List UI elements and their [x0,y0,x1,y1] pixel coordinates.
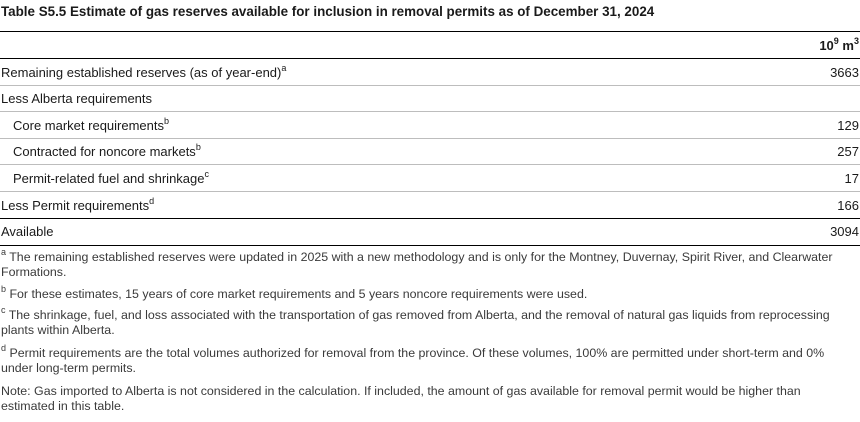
footnote-ref: d [149,196,155,206]
footnote-marker: d [1,343,7,353]
footnote-ref: a [281,63,287,73]
table-row [0,86,860,111]
row-label: Remaining established reserves (as of year-end)$^a$ [1,63,287,80]
row-value: 257 [837,144,859,159]
unit-exponent-2: 3 [853,36,859,46]
top-rule [0,31,860,32]
footnote-marker: b [1,284,7,294]
row-divider [0,191,860,192]
table-row [0,60,860,85]
table-title: Table S5.5 Estimate of gas reserves available for inclusion in removal permits as of December 31, 2024 [1,4,655,19]
row-label: Available [1,224,54,239]
footnote-marker: a [1,247,7,257]
table-row [0,166,860,191]
table-row [0,113,860,138]
row-value: 3094 [830,224,859,239]
footnote: $^c$ The shrinkage, fuel, and loss associated with the transportation of gas removed from Alberta, and the removal of natural gas liquids from reprocessing plants within Alberta. [1,305,830,337]
footnote-ref: c [204,169,209,179]
footnote: $^d$ Permit requirements are the total volumes authorized for removal from the province. Of these volumes, 100% are permitted under short-term and 0% under long-term permits. [1,343,825,375]
table-row [0,219,860,244]
row-value: 17 [844,171,859,186]
row-label: Less Alberta requirements [1,91,153,106]
unit-header [819,33,859,58]
row-label: Permit-related fuel and shrinkage$^c$ [13,169,209,186]
footnote-marker: c [1,305,6,315]
row-label: Core market requirements$^b$ [13,116,170,133]
header-rule [0,58,860,59]
row-divider [0,111,860,112]
unit-exponent-1: 9 [833,36,839,46]
row-label: Less Permit requirements$^d$ [1,196,155,213]
unit-header-row [0,33,860,58]
row-label: Contracted for noncore markets$^b$ [13,142,201,159]
footnote-ref: b [164,116,170,126]
footnote: $^b$ For these estimates, 15 years of core market requirements and 5 years noncore requirements were used. [1,284,588,301]
bottom-rule [0,245,860,246]
unit-m: m [838,38,854,53]
table-row [0,139,860,164]
table-note: Note: Gas imported to Alberta is not considered in the calculation. If included, the amount of gas available for removal permit would be higher than estimated in this table. [1,384,801,413]
footnote: $^a$ The remaining established reserves were updated in 2025 with a new methodology and is only for the Montney, Duvernay, Spirit River, and Clearwater Formations. [1,247,833,279]
row-value: 3663 [830,65,859,80]
unit-base: 10 [819,38,834,53]
row-divider [0,164,860,165]
table-row [0,193,860,218]
footnote-ref: b [195,142,201,152]
row-value: 166 [837,198,859,213]
row-value: 129 [837,118,859,133]
